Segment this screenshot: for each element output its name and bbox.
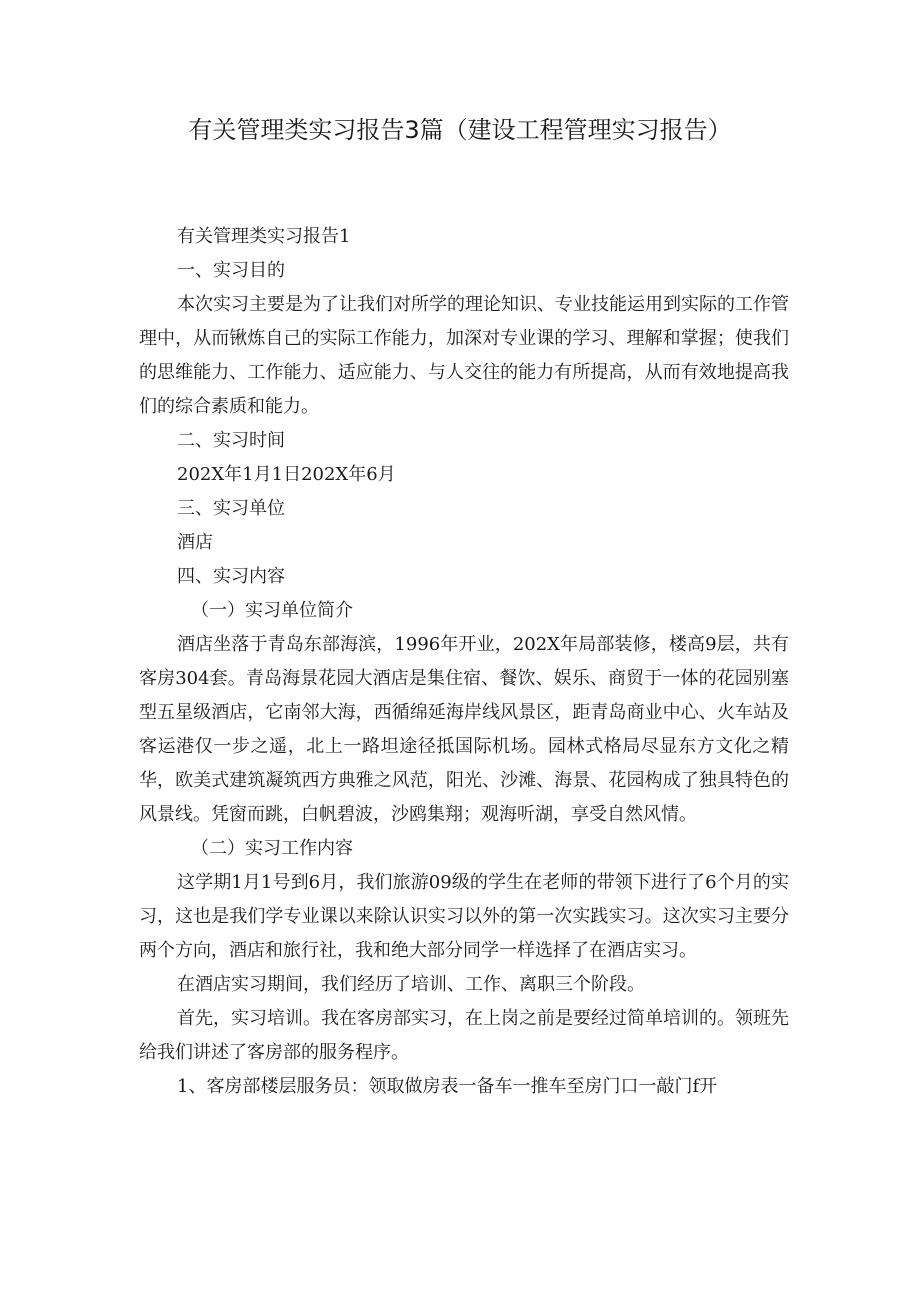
paragraph-work-4: 1、客房部楼层服务员：领取做房表一备车一推车至房门口一敲门f开: [177, 1076, 718, 1097]
paragraph-purpose: 本次实习主要是为了让我们对所学的理论知识、专业技能运用到实际的工作管理中，从而锹炼自己的实际工作能力，加深对专业课的学习、理解和掌握；使我们的思维能力、工作能力、适应能力、与人交往的能力有所提高，从而有效地提高我们的综合素质和能力。: [139, 294, 789, 417]
heading-purpose: 一、实习目的: [177, 260, 285, 281]
subheading-work: （二）实习工作内容: [191, 838, 353, 859]
heading-unit: 三、实习单位: [177, 498, 285, 519]
paragraph-unit: 酒店: [177, 532, 213, 553]
heading-time: 二、实习时间: [177, 430, 285, 451]
paragraph-time: 202X年1月1日202X年6月: [177, 464, 396, 485]
document-title: 有关管理类实习报告3篇（建设工程管理实习报告）: [188, 116, 732, 144]
document-body: [139, 220, 789, 1104]
heading-content: 四、实习内容: [177, 566, 285, 587]
section-title: 有关管理类实习报告1: [177, 226, 351, 247]
paragraph-work-2: 在酒店实习期间，我们经历了培训、工作、离职三个阶段。: [177, 974, 645, 995]
paragraph-hotel-intro: 酒店坐落于青岛东部海滨，1996年开业，202X年局部装修，楼高9层，共有客房304套。青岛海景花园大酒店是集住宿、餐饮、娱乐、商贸于一体的花园别塞型五星级酒店，它南邻大海，西循绵延海岸线风景区，距青岛商业中心、火车站及客运港仅一步之遥，北上一路坦途径抵国际机场。园林式格局尽显东方文化之精华，欧美式建筑凝筑西方典雅之风范，阳光、沙滩、海景、花园构成了独具特色的风景线。凭窗而跳，白帆碧波，沙鸥集翔；观海听湖，享受自然风情。: [139, 634, 789, 825]
paragraph-work-1: 这学期1月1号到6月，我们旅游09级的学生在老师的带领下进行了6个月的实习，这也是我们学专业课以来除认识实习以外的第一次实践实习。这次实习主要分两个方向，酒店和旅行社，我和绝大部分同学一样选择了在酒店实习。: [139, 872, 789, 961]
subheading-intro: （一）实习单位简介: [191, 600, 353, 621]
paragraph-work-3: 首先，实习培训。我在客房部实习，在上岗之前是要经过简单培训的。领班先给我们讲述了客房部的服务程序。: [139, 1008, 789, 1063]
